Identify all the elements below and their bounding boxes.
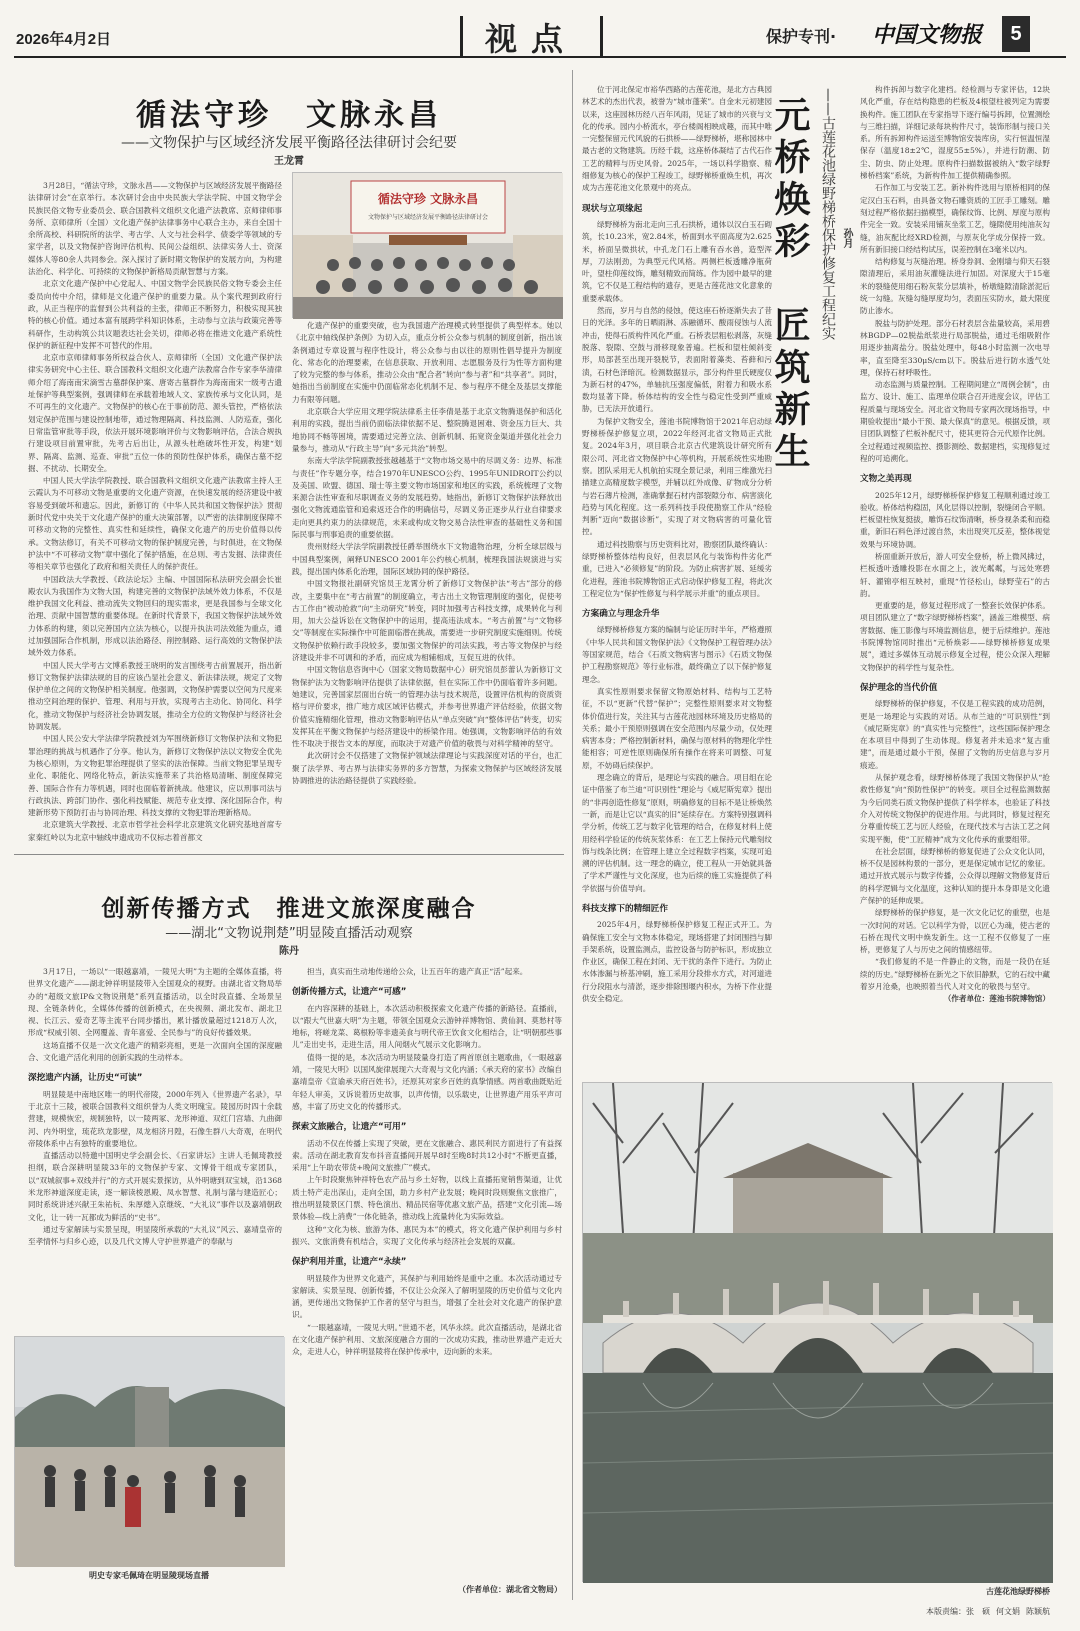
paragraph: 绿野梯桥修复方案的编制与论证历时半年，严格遵照《中华人民共和国文物保护法》《文物保护工程管理办法》等国家规范，结合《石质文物病害与图示》《石质文物保护工程勘察规范》等行业标准，最终确立了以下保护修复理念。 [582,625,772,684]
bridge-photo-image [583,1083,1053,1583]
paragraph: 理念确立的背后，是理论与实践的融合。项目组在论证中借鉴了布兰迪“可识别性”理论与《威尼斯宪章》提出的“非再创造性修复”原则，明确修复的目标不是让桥焕然一新，而是让它以“真实的旧”延续存在。方案特别强调科学分析，传统工艺与数字化管理的结合，在修复材料上使用经科学验证的传统灰浆体系：在工艺上保持元代雕刻纹饰与线条比例；在管理上建立全过程数字档案，实现可追溯的评估机制。这一理念的确立，使工程从一开始就具备了学术严谨性与文化深度，也为后续的施工实施提供了科学依据与价值导向。 [582,773,772,893]
paragraph: 3月17日，一场以“一眼越嘉靖，一陵见大明”为主题的全媒体直播，将世界文化遗产——湖北钟祥明显陵带入全国观众的视野。由湖北省文物局举办的“超级文旅IP&文物说荆楚”系列直播活动，以全时段直播、全场景呈现、全链条转化，全媒体传播的创新模式，在央视频、湖北发布、湖北卫视、长江云、爱奇艺等主流平台同步播出，累计播放量超过1218万人次，形成“权威引领、全网覆盖、青年喜爱、全民参与”的良好传播效果。 [28,967,282,1038]
article1-author: 王龙霄 [274,156,304,167]
paragraph: 构件拆卸与数字化建档。经检测与专家评估，12块风化严重，存在结构隐患的栏板及4根望柱被列定为需要换构件。施工团队在专家指导下逐行编号拆卸，位置测绘与三维扫描，详细记录每块构件尺寸，装饰形制与接口关系。所有拆卸构件运送至博物馆安装库房，实行恒温恒湿保存（温度18±2℃，湿度55±5%），并进行防潮、防尘、防虫、防止处理。原构件扫描数据被纳入“数字绿野梯桥档案”系统，为新构件加工提供精确参照。 [860,85,1050,181]
special-edition-label: 保护专刊· [766,27,837,46]
article2-column-2 [292,966,562,1580]
paragraph: 北京文化遗产保护中心党起人、中国文物学会民族民俗文物专委会主任委员向传中介绍，律师是文化遗产保护的重要力量。从个案代理到政府行政，从正当程序的监督到公共利益的主张，律师正不断努力，积极实现其独特的核心价值。通过本富有展跨学科知识体系，主动参与立法与政策完善等科研作，生动构筑公共议题表达社会关切，律师必将在推进文化遗产系统性保护的新征程中发挥不可替代的作用。 [28,279,282,350]
masthead-rule-left [460,16,463,56]
paragraph: 东南大学法学院副教授张越越基于“文物市场交易中的尽调义务：边界、标准与责任”作专题分享，结合1970年UNESCO公约、1995年UNIDROIT公约以及美国、欧盟、德国、瑞士等主要文物市场国家和地区的实践，系统梳理了文物来源合法性审查和尽职调查义务的发展趋势。她指出，新修订文物保护法释放出强化文物流通监管和追索返还合作的明确信号，尽调义务正逐步从行业自律要求走向更具约束力的法律规范，未来或构成文物交易合法性审查的基础性义务和国际民事与刑事追责的重要依据。 [292,456,562,540]
section-heading: 深挖遗产内涵，让历史“可读” [28,1073,143,1084]
paragraph: 从保护观念看，绿野梯桥体现了我国文物保护从“抢救性修复”向“预防性保护”的转变。项目全过程监测数据为今后同类石质文物保护提供了科学样本，也验证了科技介入对传统文物保护的促进作用。与此同时，修复过程充分尊重传统工艺与匠人经验，在现代技术与古法工艺之间实现平衡，使“工匠精神”成为文化传承的重要组带。 [860,773,1050,844]
paragraph: 值得一提的是，本次活动为明显陵量身打造了两首原创主题歌曲，《一眼越嘉靖，一陵见大明》以国风旋律展现六大奇观与文化内涵；《承天府的家书》改编自嘉靖皇帝《宣谕承天府百姓书》，还原其对家乡百姓的真挚情感。两首歌曲既贴近年轻人审美，又诉说着历史故事，以声传情，以乐载史，让世界遗产用乐平声可感，丰富了历史文化的传播形式。 [292,1052,562,1111]
banner-subtitle: 文物保护与区域经济发展平衡路径法律研讨会 [367,214,489,221]
newspaper-name: 中国文物报 [872,22,983,48]
livestream-photo-image [15,1337,285,1567]
paragraph: “我们修复的不是一件静止的文物，而是一段仍在延续的历史。”绿野梯桥在新光之下依旧静默，它的石纹中藏着岁月沧桑，也映照着当代人对文化的敬畏与坚守。 [860,957,1050,992]
conference-photo [292,172,562,318]
bridge-photo [582,1082,1052,1582]
paragraph: 贵州财经大学法学院副教授任爵举围绕水下文物遗物治理，分析全球层级与中国典型案例，阐释UNESCO 2001年公约核心机制，梳理我国法规演进与实践，提出国内体系化治理，国际区域协同的保护路径。 [292,542,562,576]
paragraph: 中国政法大学教授、《政法论坛》主编、中国国际私法研究会副会长崔殿农认为我国作为文物大国，构建完善的文物保护法域外效力体系，不仅是维护我国文化利益、推动流失文物回归的现实需求，更是我国参与全球文化治理、贡献中国智慧的重要体现。在新时代背景下，我国文物保护法域外效力体系的构建，须以完善国内立法为核心，以提升执法司法效能为重点，通过加强国际合作机制，形成以法治路径、削控制路、运行高效的文物保护法域外效力体系。 [28,574,282,658]
section-title: 视点 [484,20,577,58]
paragraph: 绿野梯桥为南北走向三孔石拱桥，通体以汉白玉石砌筑，长10.23米，宽2.84米，桥面到水平面高度为2.625米，桥面呈微拱状，中孔龙门石上雕有吞水兽，造型浑厚，刀法刚劲，为典型元代风格。两侧栏板透雕净瓶荷叶，望柱仰莲纹饰，雕刻精致而简练。作为园中最早的建筑，它不仅是工程结构的遗存，更是古莲花池文化意象的重要承载体。 [582,219,772,303]
article2-author-unit: （作者单位：湖北省文物局） [458,1585,562,1594]
paragraph: 明显陵作为世界文化遗产，其保护与利用始终是重中之重。本次活动通过专家解读、实景呈现、创新传播，不仅让公众深入了解明显陵的历史价值与文化内涵，更传递出文物保护工作者的坚守与担当，增强了全社会对文化遗产的保护意识。 [292,1273,562,1320]
article2-author: 陈丹 [279,946,299,957]
paragraph: 中国人民大学考古文博系教授王晓明的发言围绕考古前置展开，指出新修订文物保护法律法规的目的应该凸显社会意义、新法律法规，规定了文物保护单位之间的文物保护相关制度。他强调，文物保护需要以空间为尺度来推动空间治理的保护、管理、利用与开放，实现考古主动化、协同化、科学化，推动文物保护与经济社会协调发展，推动全方位的文物保护与经济社会协调发展。 [28,660,282,732]
section-heading: 现状与立项缘起 [582,203,643,214]
paragraph: 然而，岁月与自然的侵蚀，使这座石桥逐渐失去了昔日的光泽。多年的日晒雨淋、冻融循环、酸雨侵蚀与人流冲击，使得石质构件风化严重。石桥表层粗松剥落，灰缝脱落、裂隙、空鼓与滑移现象普遍。栏板和望柱倾斜变形，局部甚至出现开裂脱节，表面附着藻类、苔藓和污渍，石材色泽暗沉。检测数据显示，部分构件里氏硬度仅为新石材的47%，单轴抗压强度偏低，附着力和吸水系数均显著下降。桥体结构的安全性与稳定性受到严重威胁，已无法开放通行。 [582,306,772,414]
editor-name: 张 硕 [966,1607,990,1616]
paragraph: 这种“文化为核、旅游为体、惠民为本”的模式，将文化遗产保护利用与乡村振兴、文旅消费有机结合，实现了文化传承与经济社会发展的双赢。 [292,1224,562,1246]
article2-column-1 [28,966,282,1331]
editor-name: 陈颖航 [1026,1607,1050,1616]
paragraph: 通过科技勘察与历史资料比对，勘察团队最终确认：绿野梯桥整体结构良好，但表层风化与装饰构件劣化严重，已进入“必须修复”的阶段。为防止病害扩展、延缓劣化进程，莲池书院博物馆正式启动保护修复工程，将此次工程定位为“保护性修复与科学展示并重”的重点项目。 [582,539,772,598]
bridge-photo-caption: 古莲花池绿野梯桥 [986,1587,1050,1596]
section-heading: 保护理念的当代价值 [860,682,938,693]
article1-column-2 [292,320,562,846]
banner-title: 循法守珍 文脉永昌 [377,192,479,206]
paragraph: “一眼越嘉靖，一陵见大明。”世通不老，风华永续。此次直播活动，是湖北省在文化遗产保护利用、文旅深度融合方面的一次成功实践，推动世界遗产走近大众，走进人心，钟祥明显陵将在保护传承中，迈向新的未来。 [292,1322,562,1357]
editor-label: 本版责编： [926,1607,966,1616]
paragraph: 通过专家解读与实景呈现，明显陵所承载的“大礼议”风云、嘉靖皇帝的至孝情怀与归乡心迹，以及几代文博人守护世界遗产的奉献与 [28,1224,282,1247]
masthead [14,14,1066,58]
section-heading: 文物之美再现 [860,474,912,485]
paragraph: 中国文物信息咨询中心（国家文物局数据中心）研究馆员彭蕾认为新修订文物保护法为文物影响评估提供了法律依据，但在实际工作中仍面临着许多问题。她建议，完善国家层面出台统一的管理办法与技术规范，设置评估机构的资质资格与评价要求，推广地方成区域评估模式，并参考世界遗产评估经验，依据文物价值实施精细化管理，推动文物影响评估从“单点突破”向“整体评估”转变，切实发挥其在平衡文物保护与经济建设中的桥梁作用。她强调，文物影响评估的有效性不取决于报告文本的厚度，而取决于对遗产价值的敬畏与对科学精神的坚守。 [292,665,562,749]
section-heading: 保护利用并重，让遗产“永续” [292,1257,407,1268]
column-divider [572,70,573,1600]
paragraph: 更重要的是，修复过程形成了一整套长效保护体系。项目团队建立了“数字绿野梯桥档案”，涵盖三维模型、病害数据、施工影像与环境监测信息，便于后续维护。莲池书院博物馆同时推出“元桥焕彩——绿野梯桥修复成果展”，通过多媒体互动展示修复全过程，使公众深入理解文物保护的科学性与复杂性。 [860,601,1050,672]
paragraph: 在内容深耕的基础上，本次活动积极探索文化遗产传播的新路径。直播前，以“跟大气世嘉大明”为主题，带领全国观众云游钟祥博物馆、黄仙洞、莫愁村等地标，将嵯龙菜、葛根粉等非遗美食与明代帝王饮食文化相结合，让“明朝那些事儿”走出史书，走进生活，用人间烟火气展示文化影响力。 [292,1003,562,1050]
paragraph: 动态监测与质量控制。工程期间建立“周例会制”，由监方、设计、施工、监理单位联合召开进度会议，评估工程质量与现场安全。河北省文物局专家两次现场指导，中期验收提出“最小干预、最大保真”的意见。根据反馈，项目团队调整了栏板补配尺寸，使其更符合元代原作比例。全过程通过视频监控、摄影测绘、数据建档，实现修复过程的可追溯化。 [860,380,1050,463]
paragraph: 结构修复与灰缝治理。桥身券洞、金刚墙与仰天石裂隙清理后，采用油灰灌缝法进行加固。对深度大于15毫米的裂缝使用细石粉灰浆分层填补，桥墩缝隙清除淤泥后统一勾缝。灰缝勾缝厚度均匀，表面压实防水，最大限度防止渗水。 [860,257,1050,316]
paragraph: 脱盐与防护处理。部分石材表层含盐量较高，采用碧林BGDP—02脱盐纸浆进行局部脱盐，通过毛细吸附作用逐步抽离盐分。脱盐处理中，每48小时监测一次电导率，直至降至330μS/cm以下。脱盐后进行防水透气处理，保持石材呼吸性。 [860,318,1050,377]
paragraph: 2025年12月，绿野梯桥保护修复工程顺利通过竣工验收。桥体结构稳固，风化层得以控制，裂缝闭合平顺。栏板望柱恢复挺拔，雕饰石纹饰清晰，桥身视条柔和而稳重，新旧石料色泽过渡自然，未出现突兀反差，整体视觉效果与环境协调。 [860,490,1050,549]
paragraph: 绿野梯桥的保护修复，不仅是工程实践的成功范例，更是一场理论与实践的对话。从布兰迪的“可识别性”到《威尼斯宪章》的“真实性与完整性”，这些国际保护理念在本项目中得到了生动体现。修复者并未追求“复古重建”，而是通过最小干预，保留了文物的历史信息与岁月痕迹。 [860,699,1050,770]
masthead-rule-right [600,16,603,56]
livestream-photo [14,1336,284,1566]
article2-subtitle: ——湖北“文物说荆楚”明显陵直播活动观察 [165,926,413,941]
page-editors [700,1606,1050,1617]
paragraph: 真实性原则要求保留文物原始材料、结构与工艺特征，不以“更新”代替“保护”；完整性原则要求对文物整体价值进行发，关注其与古莲花池园林环境及历史格局的关系；最小干预原则强调在安全范围内尽量少动，仅处理病害本身；严格控制新材料，确保与原材料的物理化学性能相容；可逆性原则确保所有操作在将来可调整、可复原，不妨碍后续保护。 [582,686,772,770]
paragraph: 绿野梯桥的保护修复，是一次文化记忆的重塑，也是一次时间的对话。它以科学为骨，以匠心为魂，使古老的石桥在现代文明中焕发新生。这一工程不仅修复了一座桥，更修复了人与历史之间的情感纽带。 [860,908,1050,955]
section-heading: 方案确立与理念升华 [582,609,660,620]
article2-title: 创新传播方式 推进文旅深度融合 [101,895,477,922]
issue-date: 2026年4月2日 [16,31,112,48]
paragraph: 化遗产保护的重要突破，也为我国遗产治理模式转型提供了典型样本。她以《北京中轴线保护条例》为切入点，重点分析公众参与机制的制度创新，指出该条例通过专章设置与程序性设计，将公众参与由以往的原则性倡导提升为制度化、常态化的治理要素，在信息获取、开放利用、志愿服务及行为性等方面构建了较为完整的参与体系，推动公众由“配合者”转向“参与者”和“共享者”。同时，她指出当前制度在实施中仍面临常态化机制不足、参与程序不健全及基层支撑能力有限等问题。 [292,321,562,404]
paragraph: 中国文物报社副研究馆员王龙霄分析了新修订文物保护法“考古”部分的修改，主要集中在“考古前置”的制度确立，考古出土文物管理制度的强化，促使考古工作由“被动抢救”向“主动研究”转变，同时加强考古科技支撑，成果转化与利用，加大公益诉讼在文物保护中的运用，提高违法成本。“考古前置”与“文物移交”等制度在实际操作中可能面临潜在挑战，需要进一步研究制度实施细则。传统文物保护依赖行政手段较多，要加强文物保护的司法实践，考古等文物保护与经济建设并非不可调和的矛盾，而应成为相辅相成，互促互进的伙伴。 [292,579,562,663]
paragraph: 石作加工与安装工艺。新补构件选用与原桥相同的保定汉白玉石料，由具备文物石雕资质的工匠手工雕刻。雕刻过程严格依据扫描模型，确保纹饰、比例、厚度与原构件完全一致。安装采用铺灰坐浆工艺，缝隙使用纯油灰勾缝，油灰配比经XRD检测，与原灰化学成分保持一致。所有新旧接口经结构试压，误差控制在3毫米以内。 [860,183,1050,254]
page-number: 5 [1002,16,1030,52]
article-divider [14,854,564,855]
section-heading: 创新传播方式，让遗产“可感” [292,987,407,998]
paragraph: 此次研讨会不仅搭建了文物保护领域法律理论与实践深度对话的平台，也汇聚了法学界、考古界与法律实务界的多方智慧，为探索文物保护与区域经济发展协调推进的法治路径提供了实践经验。 [292,751,562,785]
paragraph: 桥面重新开放后，游人可安全登桥，桥上微风拂过，栏板透叶透雕投影在水面之上，波光粼粼，与远处寒碧轩、濯锦亭相互映衬，重现“竹径松山，绿野莹石”的古韵。 [860,551,1050,598]
paragraph: 3月28日，“循法守珍，文脉永昌——文物保护与区域经济发展平衡路径法律研讨会”在京举行。本次研讨会由中央民族大学法学院、中国文物学会民族民俗文物专业委员会、联合国教科文组织文化遗产法教席、京师律师事务所、京师律所（全国）文化遗产保护法律事务中心联合主办，来自全国十余所高校、科研院所的法学、考古学、人文与社会科学、债委学等领域的专家学者，以及文物保护咨询评估机构、民间公益组织、法律实务人士、资深媒体人等80余人共同参会。深入探讨了新时期文物保护的发展方向，为构建法治化、科学化、可持续的文物保护新格局贡献智慧与方案。 [28,181,282,277]
editor-name: 何文娟 [996,1607,1020,1616]
livestream-photo-caption: 明史专家毛佩琦在明显陵现场直播 [89,1571,209,1580]
article3-column-left [582,84,772,1084]
article3-kicker: ——古莲花池绿野梯桥保护修复工程纪实 [820,88,836,340]
article1-subtitle: ——文物保护与区域经济发展平衡路径法律研讨会纪要 [121,135,457,151]
paragraph: 北京市京师律师事务所权益合伙人、京师律所（全国）文化遗产保护法律实务研究中心主任、联合国教科文组织文化遗产法教席合作专家李华清律师介绍了海南南宋滴雪古墓群保护案、唐寄古墓群作为海南南宋一级考古遗址保护等典型案例，强调律师在承载着地域人文、家族传承与文化认同，是不可再生的文化遗产。文物保护的核心在于事前防范、源头管控，严格依法划定保护范围与建设控制地带，通过物理隔离、科技监测、人防巡查，强化日常监管审批等手段，依法开展环境影响评价与文物影响评估，合法合规执行建设项目前置审批，先考古后出让，从源头杜绝破坏性开发，构建“划界、隔离、监测、巡查、审批”五位一体的预防性保护体系，确保古墓不挖掘、不扰动、长期安全。 [28,353,282,473]
paragraph: 这场直播不仅是一次文化遗产的精彩亮相，更是一次面向全国的深度融合、文化遗产活化利用的创新实践的生动样本。 [28,1040,282,1063]
article3-title: 元桥焕彩 匠筑新生 [769,96,811,474]
paragraph: 中国人民大学法学院教授、联合国教科文组织文化遗产法教席主持人王云霞认为不可移动文物是重要的文化遗产资源，在快速发展的经济建设中被容易受到破坏和遗忘。因此，新修订的《中华人民共和国文物保护法》贯彻新时代党中央关于文化遗产保护的重大决策部署，以严密的法律制度保障不可移动文物的完整性、真实性和延续性，确保文化遗产的历史价值得以传承。文物法修订，有关不可移动文物的保护制度完善，与时俱进，在文物保护法中“不可移动文物”章中强化了保护措施，在总则、考古发掘、法律责任等相关章节也强化了政府和相关责任人的保护责任。 [28,476,282,572]
paragraph: 担当，真实而生动地传递给公众，让五百年的遗产真正“活”起来。 [307,967,528,976]
article3-author: 孙月 [841,228,852,248]
article3-author-unit: （作者单位：莲池书院博物馆） [943,994,1050,1004]
article1-column-1 [28,180,282,846]
paragraph: 2025年4月，绿野梯桥保护修复工程正式开工。为确保施工安全与文物本体稳定，现场搭建了封闭围挡与脚手架系统，设置监测点，监控设备与防护标识，形成独立作业区，确保工程在封闭、无干扰的条件下进行。为防止水体渗漏与桥基冲刷，施工采用分段排水方式，对河道进行分段阻水与清淤，逐步排除围堰内积水，为桥下作业提供安全稳定。 [582,920,772,1004]
article3-column-right [860,84,1050,1084]
paragraph: 上午时段聚焦钟祥特色农产品与乡土好物，以线上直播拓宽销售渠道，让优质土特产走出深山，走向全国，助力乡村产业发展；晚间时段则聚焦文旅推广，推出明显陵景区门票、特色演出、精品民宿等优惠文旅产品，搭建“文化引流—场景体验—线上消费”一体化链条，推动线上流量转化为实际效益。 [292,1175,562,1222]
paragraph: 直播活动以特邀中国明史学会副会长、《百家讲坛》主讲人毛佩琦教授担纲，联合深耕明显陵33年的文物保护专家、文博骨干组成专家团队，以“双城叙事+双线并行”的方式开展实景探访，从外明塘到双宝城，沿1368米龙形神道深度走读，逐一解读棱恩殿、凤水智慧、礼制与藩与建造匠心；同时系统讲述兴献王朱祐杬、朱厚熜入京继统、“大礼议”事件以及嘉靖朝政文化，让一砖一瓦都成为鲜活的“史书”。 [28,1151,282,1222]
section-heading: 探索文旅融合，让遗产“可用” [292,1122,407,1133]
paragraph: 中国人民公安大学法律学院教授刘为军围绕新修订文物保护法和文物犯罪治理的挑战与机遇作了分享。他认为，新修订文物保护法以文物安全优先为核心原则，为文物犯罪治理提供了坚实的法治保障。当前文物犯罪呈现专业化、职能化、网络化特点，新法实施带来了共治格局清晰、制度保障完善、国际合作有力等机遇，同时也面临着新挑战。他建议，应以刑事司法与行政执法、跨部门协作、强化科技赋能、规范专业支撑、深化国际合作，构建新形势下预防打击与协同治理、科技支撑的文物犯罪治理新格局。 [28,734,282,818]
paragraph: 活动不仅在传播上实现了突破，更在文旅融合、惠民利民方面进行了有益探索。活动在湖北教育发布抖音直播间开展早8时至晚8时共12小时“不断更直播，采用“上午助农带货+晚间文旅推广”模式。 [292,1138,562,1173]
article1-title: 循法守珍 文脉永昌 [136,98,442,133]
paragraph: 北京联合大学应用文理学院法律系主任李倩是基于北京文物腾退保护和活化利用的实践，提出当前仍面临法律依据不足、整院腾退困难、资金压力巨大、共地协同不畅等困境，需要通过完善立法、创新机制、拓宽资金渠道并强化社会力量参与，推动从“行政主导”向“多元共治”转型。 [292,407,562,453]
section-heading: 科技支撑下的精细匠作 [582,904,668,914]
paragraph: 位于河北保定市裕华西路的古莲花池，是北方古典园林艺术的杰出代表，被誉为“城市蓬莱”。自金末元初建园以来，这座园林历经八百年风雨，见证了城市的兴衰与文化的传承。园内小桥流水，亭台楼阁相映成趣，而其中唯一完整保留元代风貌的石拱桥——绿野梯桥，堪称园林中最古老的文物建筑。历经千载，这座桥体凝结了古代石作工艺的精粹与历史风骨。2025年，一场以科学勘察、精细修复为核心的保护工程竣工，绿野梯桥重焕生机，再次成为古莲花池文化景观中的亮点。 [582,85,772,193]
paragraph: 为保护文物安全，莲池书院博物馆于2021年启动绿野梯桥保护修复立项，2022年经河北省文物局正式批复。2024年3月，项目联合北京古代建筑设计研究所有限公司、河北省文物保护中心等机构，开展系统性实地勘察。团队采用无人机航拍实现全景记录，利用三维激光扫描建立高精度数字模型，并辅以红外成像、矿物成分分析与岩石薄片检测，准确掌握石材内部裂隙分布、病害演化趋势与风化程度。这一系列科技手段使勘察工作从“经验判断”迈向“数据诊断”，实现了对文物病害的可量化管控。 [582,416,772,537]
paragraph: 在社会层面，绿野梯桥的修复促进了公众文化认同，桥不仅是园林构景的一部分，更是保定城市记忆的象征。通过开放式展示与数字传播，公众得以理解文物修复背后的科学逻辑与文化温度，这种认知的提升本身即是文化遗产保护的延伸成果。 [860,846,1050,905]
paragraph: 明显陵是中南地区唯一的明代帝陵，2000年列入《世界遗产名录》，早于北京十三陵，被联合国教科文组织誉为人类文明瑰宝。陵园历时四十余载营建，规模恢宏，规制独特，以一陵两冢、龙形神道、双红门宫墙、九曲御河、内外明堂，琉花玖龙影壁，凤龙相济月隍，石像生群八大奇观，在明代帝陵体系中占有独特的重要地位。 [28,1089,282,1148]
conference-photo-image [293,173,563,319]
paragraph: 北京建筑大学教授、北京市哲学社会科学北京建筑文化研究基地首席专家秦红岭以为北京中轴线申遗成功不仅标志着首都文 [28,820,282,842]
